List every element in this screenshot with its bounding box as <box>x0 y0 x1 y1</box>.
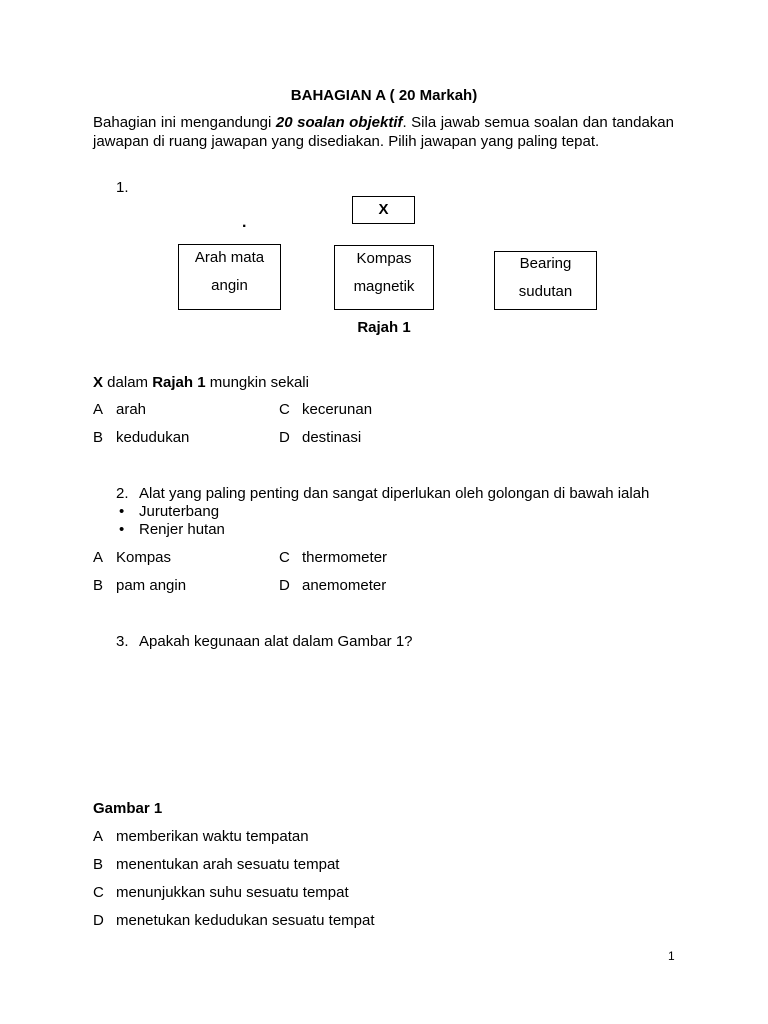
q1-box-line: Kompas <box>356 250 412 267</box>
q1-option-d[interactable] <box>279 429 361 446</box>
bullet-icon: • <box>119 521 125 538</box>
option-text: menunjukkan suhu sesuatu tempat <box>116 884 349 901</box>
option-letter: B <box>93 856 104 873</box>
q2-bullet-text: Juruterbang <box>139 503 220 520</box>
q1-box-line: Bearing <box>519 255 572 272</box>
q2-option-a[interactable] <box>93 549 171 566</box>
q3-figure-caption: Gambar 1 <box>93 800 163 817</box>
q3-option-a[interactable] <box>93 828 309 845</box>
q1-box-x: X <box>352 196 415 224</box>
option-letter: D <box>93 912 104 929</box>
option-letter: C <box>279 401 290 418</box>
page-number: 1 <box>668 949 675 963</box>
q1-box-line: sudutan <box>518 283 573 300</box>
q1-option-b[interactable] <box>93 429 189 446</box>
q1-dot: . <box>242 214 247 231</box>
q1-option-c[interactable] <box>279 401 372 418</box>
option-text: anemometer <box>302 577 387 594</box>
option-text: thermometer <box>302 549 388 566</box>
q1-figure-caption: Rajah 1 <box>357 319 411 336</box>
option-text: destinasi <box>302 429 362 446</box>
option-letter: D <box>279 577 290 594</box>
option-text: menentukan arah sesuatu tempat <box>116 856 340 873</box>
option-letter: B <box>93 429 104 446</box>
q3-option-b[interactable] <box>93 856 339 873</box>
q2-option-b[interactable] <box>93 577 186 594</box>
option-text: pam angin <box>116 577 187 594</box>
q1-stem-x: X <box>93 374 104 391</box>
q1-box-bearing-sudutan <box>494 251 597 310</box>
q3-option-c[interactable] <box>93 884 349 901</box>
q1-stem-mid: dalam <box>103 374 153 391</box>
q3-option-d[interactable] <box>93 912 375 929</box>
bullet-icon: • <box>119 503 125 520</box>
option-text: menetukan kedudukan sesuatu tempat <box>116 912 375 929</box>
option-letter: C <box>279 549 290 566</box>
q1-box-kompas-magnetik <box>334 245 434 310</box>
q2-number: 2. <box>116 485 129 502</box>
q2-bullet-item <box>117 503 219 520</box>
q1-stem <box>93 374 309 391</box>
instructions-paragraph <box>93 114 674 151</box>
q2-option-c[interactable] <box>279 549 387 566</box>
q1-number: 1. <box>116 179 129 196</box>
option-text: kecerunan <box>302 401 373 418</box>
instructions-text-1: Bahagian ini mengandungi <box>93 114 276 131</box>
option-text: Kompas <box>116 549 172 566</box>
option-letter: A <box>93 549 104 566</box>
q1-box-arah-mata-angin <box>178 244 281 310</box>
q1-option-a[interactable] <box>93 401 146 418</box>
option-text: kedudukan <box>116 429 190 446</box>
option-text: memberikan waktu tempatan <box>116 828 309 845</box>
instructions-text-2: . Sila jawab semua soalan dan tandakan jawapan di ruang jawapan yang disediakan. Pilih jawapan yang paling tepat. <box>93 114 674 150</box>
q1-box-line: angin <box>211 277 248 294</box>
q3-stem: Apakah kegunaan alat dalam Gambar 1? <box>139 633 413 650</box>
option-letter: A <box>93 401 104 418</box>
section-heading: BAHAGIAN A ( 20 Markah) <box>290 87 478 104</box>
option-letter: D <box>279 429 290 446</box>
option-letter: B <box>93 577 104 594</box>
q1-stem-end: mungkin sekali <box>205 374 309 391</box>
q1-box-line: Arah mata <box>194 249 265 266</box>
q1-stem-rajah: Rajah 1 <box>152 374 206 391</box>
option-text: arah <box>116 401 147 418</box>
q3-number: 3. <box>116 633 129 650</box>
option-letter: A <box>93 828 104 845</box>
instructions-emphasis: 20 soalan objektif <box>275 114 403 131</box>
q1-box-line: magnetik <box>353 278 415 295</box>
q2-bullet-text: Renjer hutan <box>139 521 225 538</box>
option-letter: C <box>93 884 104 901</box>
q2-option-d[interactable] <box>279 577 386 594</box>
q2-stem: Alat yang paling penting dan sangat diperlukan oleh golongan di bawah ialah <box>139 485 650 502</box>
q2-bullet-item <box>117 521 225 538</box>
